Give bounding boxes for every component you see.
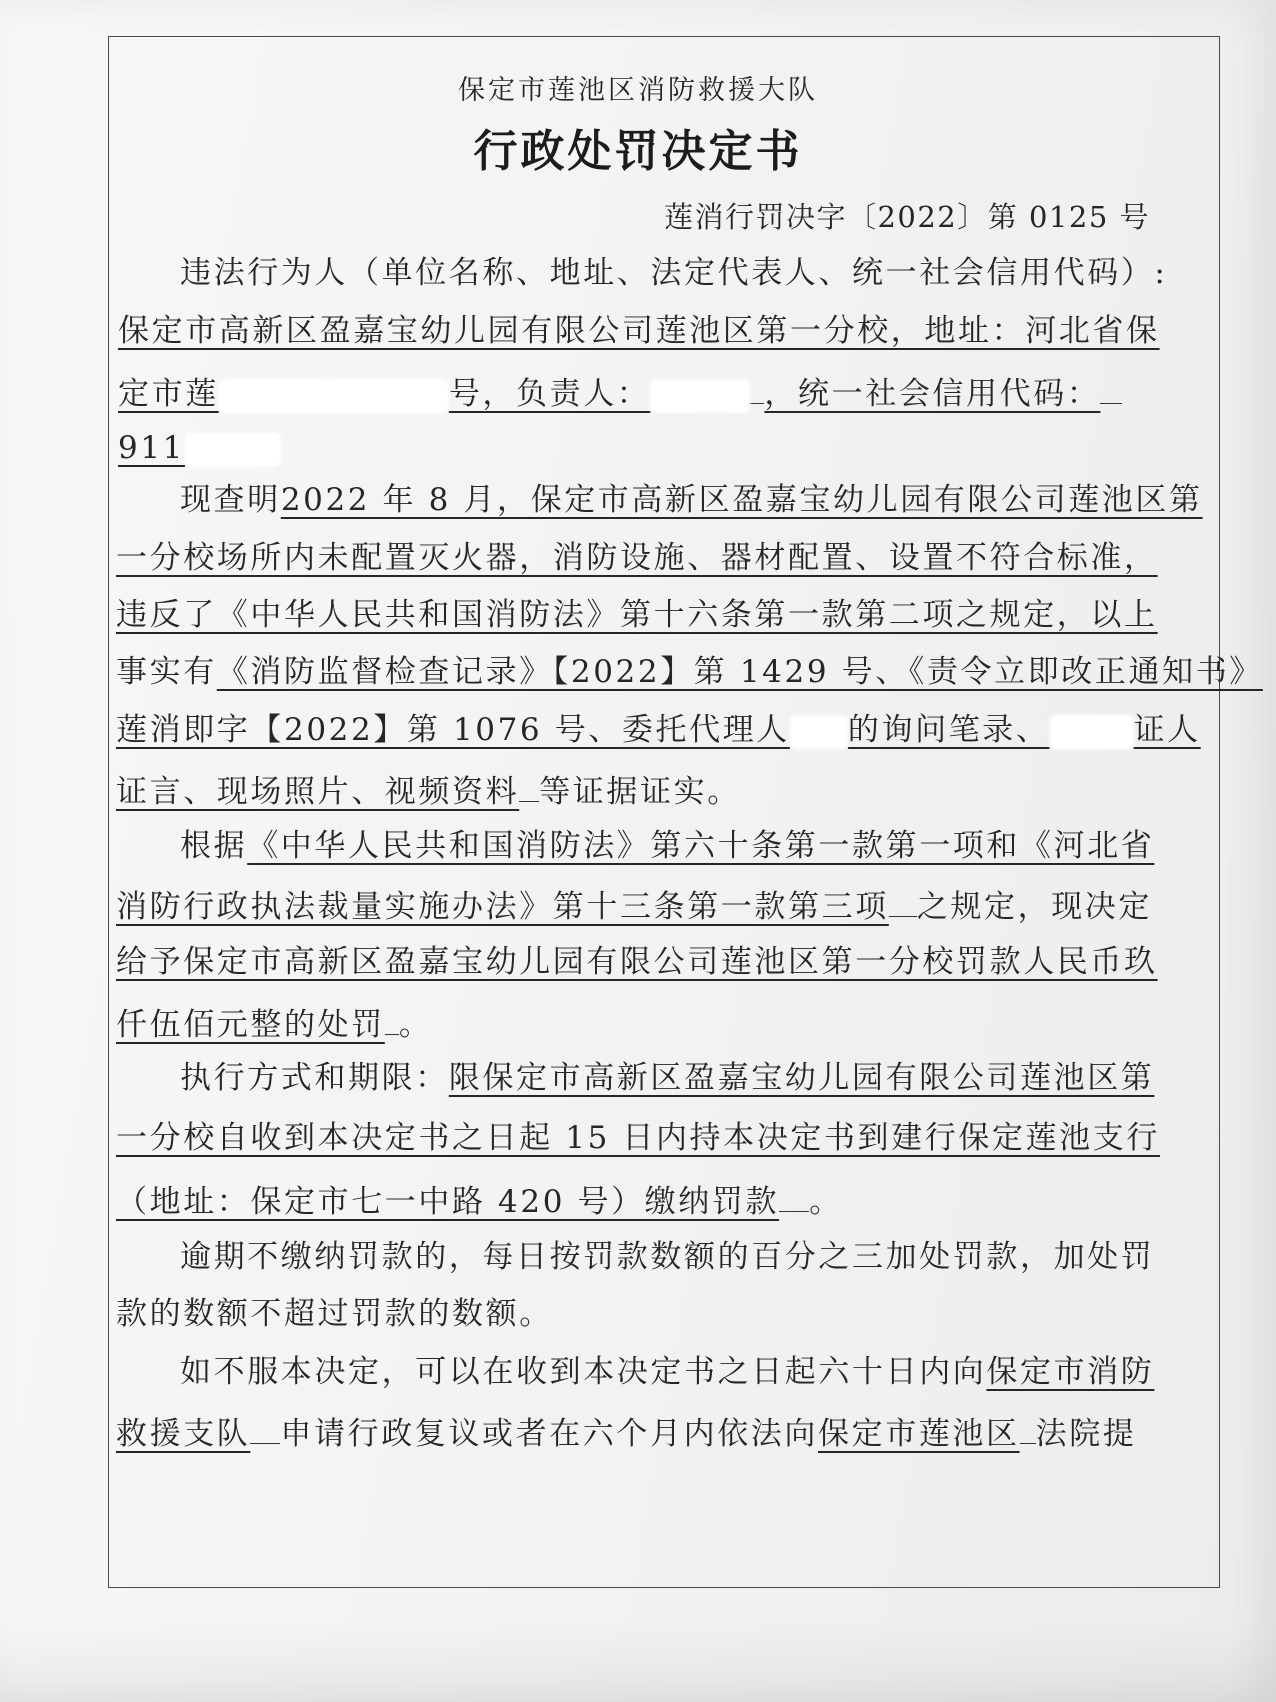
facts-line-5 (116, 710, 1201, 750)
facts-text-5c: 证人 (1133, 712, 1201, 748)
facts-text-4b: 《消防监督检查记录》【2022】第 1429 号、《责令立即改正通知书》 (216, 654, 1263, 690)
redacted-address (219, 379, 449, 413)
facts-line-2 (116, 538, 1158, 578)
violator-address-end: 号，负责人： (448, 376, 651, 412)
basis-intro: 根据 (180, 828, 248, 864)
basis-text-3: 给予保定市高新区盈嘉宝幼儿园有限公司莲池区第一分校罚款人民币玖 (116, 944, 1158, 980)
facts-text-4a: 事实有 (116, 654, 217, 690)
basis-text-1: 《中华人民共和国消防法》第六十条第一款第一项和《河北省 (247, 828, 1155, 864)
document-title: 行政处罚决定书 (473, 126, 803, 177)
overdue-text-1: 逾期不缴纳罚款的，每日按罚款数额的百分之三加处罚款，加处罚 (180, 1239, 1155, 1275)
issuing-organization: 保定市莲池区消防救援大队 (458, 75, 818, 106)
overdue-line-1 (180, 1237, 1154, 1277)
basis-line-1 (180, 826, 1154, 866)
redacted-person (650, 379, 750, 413)
facts-line-6 (116, 767, 741, 812)
basis-text-4b: 。 (398, 1007, 433, 1043)
redacted-credit-code (185, 433, 281, 467)
execution-text-1: 限保定市高新区盈嘉宝幼儿园有限公司莲池区第 (448, 1060, 1155, 1096)
appeal-text-2b: 申请行政复议或者在六个月内依法向 (280, 1416, 819, 1452)
violator-line-3 (118, 428, 281, 468)
overdue-line-2 (116, 1294, 553, 1334)
appeal-line-1 (180, 1352, 1154, 1392)
facts-text-5b: 的询问笔录、 (847, 712, 1050, 748)
payment-location: （地址：保定市七一中路 420 号）缴纳罚款 (116, 1184, 780, 1220)
facts-text-5a: 莲消即字【2022】第 1076 号、委托代理人 (116, 712, 790, 748)
basis-line-4 (116, 1000, 432, 1045)
basis-text-2a: 消防行政执法裁量实施办法》第十三条第一款第三项 (116, 889, 889, 925)
basis-text-2b: 之规定，现决定 (916, 889, 1153, 925)
appeal-text-1a: 如不服本决定，可以在收到本决定书之日起六十日内向 (180, 1354, 987, 1390)
facts-text-6b: 等证据证实。 (539, 774, 741, 810)
execution-text-3b: 。 (809, 1184, 843, 1220)
facts-line-1 (180, 480, 1203, 520)
basis-line-2 (116, 882, 1152, 927)
violator-address-start: 定市莲 (118, 376, 219, 412)
redacted-witness-name (1050, 715, 1134, 749)
execution-text-2: 一分校自收到本决定书之日起 15 日内持本决定书到建行保定莲池支行 (116, 1120, 1160, 1156)
violator-lead-text: 违法行为人（单位名称、地址、法定代表人、统一社会信用代码）: (180, 255, 1168, 291)
appeal-authority-cont: 救援支队 (116, 1416, 251, 1452)
basis-line-3 (116, 942, 1158, 982)
appeal-line-2 (116, 1409, 1136, 1454)
redacted-agent-name (790, 715, 848, 749)
facts-text-6a: 证言、现场照片、视频资料 (116, 774, 520, 810)
violator-lead (180, 253, 1167, 293)
violator-name-address: 保定市高新区盈嘉宝幼儿园有限公司莲池区第一分校，地址：河北省保 (118, 313, 1160, 349)
appeal-authority: 保定市消防 (986, 1354, 1155, 1390)
facts-intro: 现查明 (180, 482, 281, 518)
violator-line-2 (118, 369, 1122, 414)
execution-line-1 (180, 1058, 1154, 1098)
facts-line-3 (116, 595, 1158, 635)
overdue-text-2: 款的数额不超过罚款的数额。 (116, 1296, 553, 1332)
appeal-text-2d: 法院提 (1035, 1416, 1137, 1452)
execution-intro: 执行方式和期限： (180, 1060, 449, 1096)
credit-code-start: 911 (118, 430, 185, 466)
document-number: 莲消行罚决字〔2022〕第 0125 号 (663, 200, 1150, 234)
execution-line-3 (116, 1177, 843, 1222)
court-location: 保定市莲池区 (818, 1416, 1020, 1452)
violator-line-1 (118, 311, 1160, 351)
facts-text-2: 一分校场所内未配置灭火器，消防设施、器材配置、设置不符合标准， (116, 540, 1158, 576)
execution-line-2 (116, 1118, 1160, 1158)
penalty-amount: 仟伍佰元整的处罚 (116, 1007, 385, 1043)
credit-code-label: ，统一社会信用代码： (764, 376, 1101, 412)
paper-bottom-shading (0, 1620, 1276, 1702)
facts-line-4 (116, 652, 1263, 692)
facts-text-3: 违反了《中华人民共和国消防法》第十六条第一款第二项之规定，以上 (116, 597, 1158, 633)
facts-text-1: 2022 年 8 月，保定市高新区盈嘉宝幼儿园有限公司莲池区第 (280, 482, 1203, 518)
